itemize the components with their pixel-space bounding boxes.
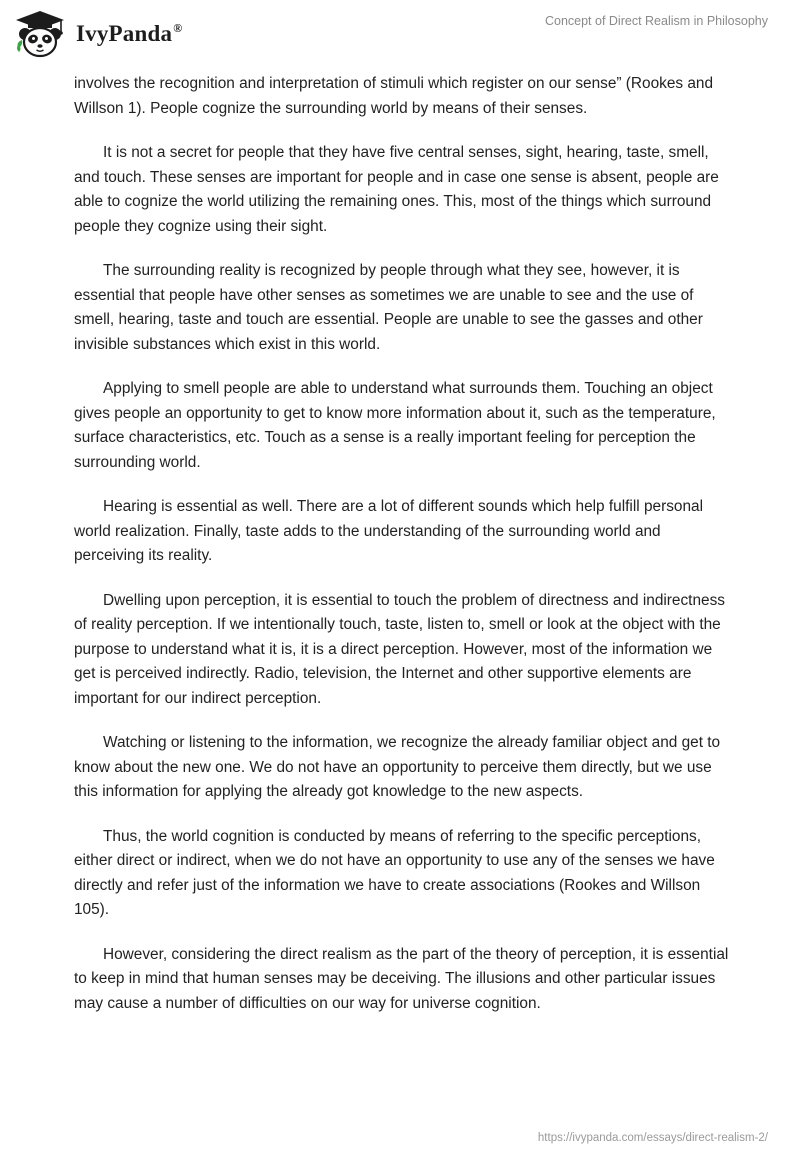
paragraph: Hearing is essential as well. There are a lot of different sounds which help fulfill personal world realization. Finally, taste adds to the understanding of the surrounding world and perceiving its reality. <box>74 498 703 564</box>
registered-mark: ® <box>173 21 183 36</box>
paragraph: Dwelling upon perception, it is essential to touch the problem of directness and indirectness of reality perception. If we intentionally touch, taste, listen to, smell or look at the object with the purpose to understand what it is, it is a direct perception. However, most of the information we get is perceived indirectly. Radio, television, the Internet and other supportive elements are important for our indirect perception. <box>74 591 725 707</box>
paragraph: Thus, the world cognition is conducted by means of referring to the specific perceptions, either direct or indirect, when we do not have an opportunity to use any of the senses we have directly and refer just of the information we have to create associations (Rookes and Willson 105). <box>74 827 715 918</box>
brand-name: IvyPanda® <box>76 21 183 46</box>
document-title: Concept of Direct Realism in Philosophy <box>544 14 768 28</box>
brand-logo[interactable] <box>14 8 182 60</box>
paragraph: It is not a secret for people that they have five central senses, sight, hearing, taste, smell, and touch. These senses are important for people and in case one sense is absent, people are able to cognize the world utilizing the remaining ones. This, most of the things which surround people they cognize using their sight. <box>74 144 719 235</box>
paragraph: Watching or listening to the information, we recognize the already familiar object and get to know about the new one. We do not have an opportunity to perceive them directly, but we use this information for applying the already got knowledge to the new aspects. <box>74 734 721 800</box>
paragraph: The surrounding reality is recognized by people through what they see, however, it is essential that people have other senses as sometimes we are unable to see and the use of smell, hearing, taste and touch are essential. People are unable to see the gasses and other invisible substances which exist in this world. <box>74 262 703 353</box>
source-url[interactable]: https://ivypanda.com/essays/direct-realism-2/ <box>537 1132 768 1144</box>
paragraph: However, considering the direct realism as the part of the theory of perception, it is essential to keep in mind that human senses may be deceiving. The illusions and other particular issues may cause a number of difficulties on our way for universe cognition. <box>74 945 729 1012</box>
essay-body <box>74 72 734 1036</box>
paragraph: involves the recognition and interpretation of stimuli which register on our sense” (Rookes and Willson 1). People cognize the surrounding world by means of their senses. <box>74 75 714 117</box>
paragraph: Applying to smell people are able to understand what surrounds them. Touching an object gives people an opportunity to get to know more information about it, such as the temperature, surface characteristics, etc. Touch as a sense is a really important feeling for perception the surrounding world. <box>74 380 716 471</box>
panda-graduate-icon <box>14 8 66 60</box>
page-header <box>0 0 800 70</box>
